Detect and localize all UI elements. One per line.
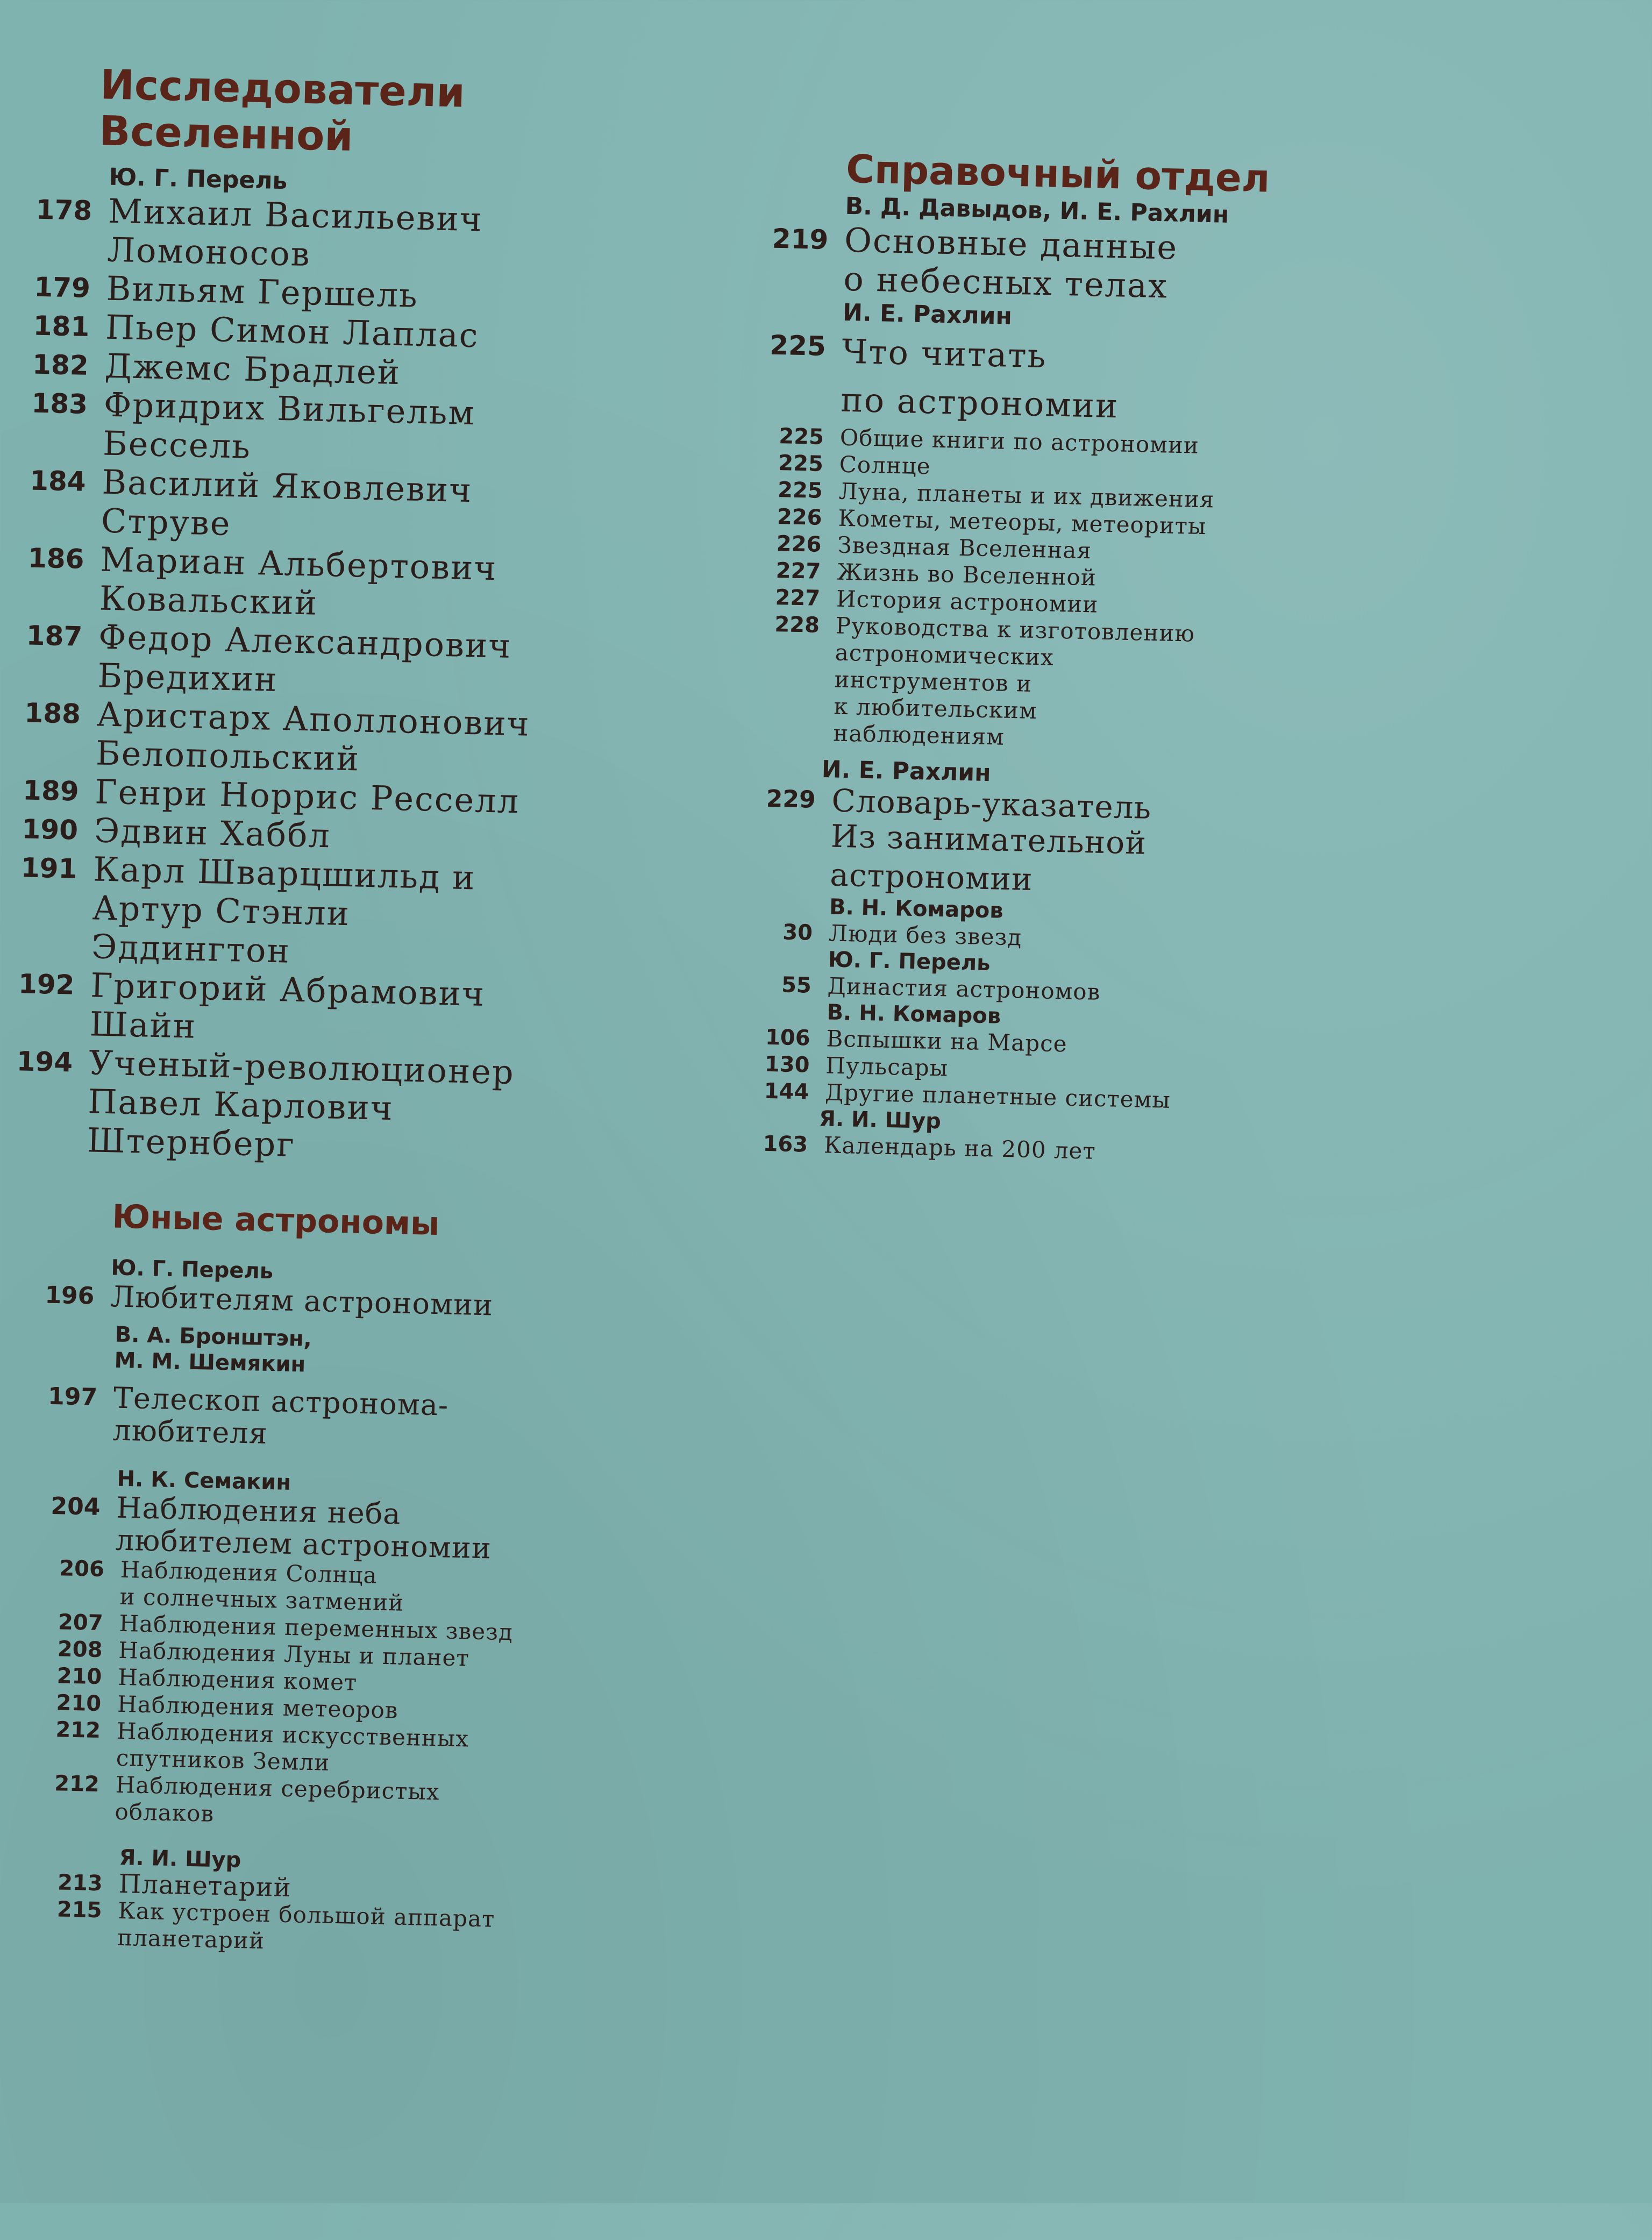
komarov-list	[739, 1023, 1359, 1118]
toc-entry	[1, 1042, 713, 1174]
right-column	[738, 144, 1379, 1171]
author-komarov-2: В. Н. Комаров	[827, 1000, 1001, 1029]
entry-title: Руководства к изготовлению астрономических инструментов и к любительским наблюдениям	[832, 612, 1195, 750]
section-title-researchers: Исследователи Вселенной	[98, 60, 466, 160]
entry-title: Любителям астрономии	[110, 1279, 494, 1322]
entry-title: Планетарий	[118, 1868, 292, 1903]
entry-title: Наблюдения метеоров	[117, 1690, 399, 1724]
author-shur: Я. И. Шур	[119, 1845, 241, 1873]
researchers-list	[1, 190, 732, 1174]
page-number: 144	[764, 1078, 809, 1105]
author-perel: Ю. Г. Перель	[109, 163, 288, 195]
entry-title: Григорий Абрамович Шайн	[89, 965, 486, 1046]
author-rakhlin: И. Е. Рахлин	[842, 298, 1013, 330]
page-number: 210	[56, 1663, 102, 1690]
section-title-young-astronomers: Юные астрономы	[111, 1198, 440, 1243]
page-number: 227	[775, 585, 821, 611]
page-number: 197	[47, 1382, 98, 1411]
author-perel-3: Ю. Г. Перель	[828, 947, 991, 976]
page-number: 189	[22, 774, 80, 807]
page-number: 130	[764, 1051, 810, 1078]
page-number: 188	[24, 697, 81, 730]
page-number: 187	[26, 620, 83, 652]
author-davydov-rakhlin: В. Д. Давыдов, И. Е. Рахлин	[845, 192, 1229, 229]
entry-title: Вильям Гершель	[106, 268, 419, 315]
entry-title: Вспышки на Марсе	[826, 1025, 1068, 1057]
page-number: 226	[776, 531, 822, 557]
page-number: 213	[57, 1870, 103, 1896]
page-number: 212	[54, 1771, 100, 1797]
entry-title: Федор Александрович Бредихин	[97, 617, 512, 700]
page-number: 227	[775, 558, 821, 584]
entry-title: Наблюдения Луны и планет	[118, 1637, 470, 1672]
page-number: 215	[56, 1897, 102, 1923]
toc-entry	[757, 219, 1377, 310]
entry-title: Наблюдения искусственных спутников Земли	[116, 1717, 469, 1776]
entry-title: Наблюдения комет	[117, 1663, 358, 1696]
author-semakin: Н. К. Семакин	[117, 1466, 291, 1495]
entry-title: Что читать по астрономии	[840, 331, 1120, 426]
entry-title: Джемс Брадлей	[104, 346, 401, 393]
left-column	[0, 60, 735, 1964]
reading-list	[747, 422, 1372, 759]
entry-title: Люди без звезд	[828, 920, 1022, 951]
entry-title: Наблюдения неба любителем астрономии	[115, 1490, 492, 1566]
entry-title: Солнце	[839, 451, 931, 480]
entry-title: Василий Яковлевич Струве	[101, 462, 473, 543]
entry-title: Пьер Симон Лаплас	[105, 307, 480, 355]
page-number: 55	[781, 972, 812, 998]
page-number: 181	[33, 310, 90, 343]
page-number: 179	[33, 271, 91, 304]
page-number: 204	[51, 1492, 101, 1521]
entry-title: Михаил Васильевич Ломоносов	[106, 191, 483, 274]
entry-title: Аристарх Аполлонович Белопольский	[95, 694, 531, 779]
entry-title: Наблюдения Солнца и солнечных затмений	[119, 1556, 404, 1616]
author-shur-2: Я. И. Шур	[818, 1106, 942, 1134]
page-number: 178	[35, 194, 92, 226]
page-number: 208	[57, 1637, 103, 1663]
page-number: 192	[18, 968, 75, 1001]
entry-title: Календарь на 200 лет	[823, 1132, 1096, 1164]
author-perel-2: Ю. Г. Перель	[111, 1255, 274, 1284]
page-number: 225	[769, 329, 827, 362]
entry-title: Луна, планеты и их движения	[838, 478, 1215, 513]
entry-title: Другие планетные системы	[824, 1079, 1171, 1113]
page-number: 206	[59, 1556, 105, 1582]
subsection-title-entertaining: Из занимательной астрономии	[829, 817, 1147, 898]
entry-title: Эдвин Хаббл	[94, 810, 331, 856]
entry-title: Как устроен большой аппарат планетарий	[117, 1897, 495, 1954]
entry-title: Мариан Альбертович Ковальский	[98, 539, 498, 623]
toc-entry	[754, 325, 1375, 436]
page-number: 207	[58, 1610, 104, 1636]
entry-title: Телескоп астронома- любителя	[112, 1381, 449, 1450]
page-number: 191	[20, 852, 78, 885]
entry-title: Генри Норрис Ресселл	[94, 772, 520, 821]
entry-title: Словарь-указатель	[831, 782, 1152, 826]
entry-title: Ученый-революционер Павел Карлович Штернберг	[87, 1043, 515, 1164]
entry-title: Кометы, метеоры, метеориты	[837, 504, 1207, 540]
page-number: 182	[32, 349, 89, 381]
page-number: 163	[763, 1131, 808, 1157]
entry-title: История астрономии	[836, 585, 1099, 618]
author-rakhlin-2: И. Е. Рахлин	[821, 756, 992, 787]
page-number: 219	[772, 223, 829, 256]
entry-title: Звездная Вселенная	[837, 531, 1092, 564]
page-number: 106	[765, 1025, 811, 1051]
page-number: 229	[766, 785, 816, 814]
page-number: 186	[27, 542, 85, 575]
page-number: 226	[777, 504, 823, 530]
entry-title: Общие книги по астрономии	[839, 424, 1200, 459]
entry-title: Наблюдения переменных звезд	[119, 1610, 514, 1646]
page-number: 228	[774, 611, 820, 638]
page-number: 30	[782, 920, 813, 945]
entry-title: Династия астрономов	[827, 972, 1101, 1005]
page-number: 190	[22, 813, 79, 846]
entry-title: Основные данные о небесных телах	[843, 220, 1178, 306]
page-number: 212	[55, 1717, 101, 1744]
toc-entry	[5, 848, 717, 980]
author-bronshten-shemyakin: В. А. Бронштэн, М. М. Шемякин	[114, 1322, 312, 1377]
page-number: 184	[29, 465, 87, 497]
page-number: 196	[44, 1281, 95, 1310]
toc-entry	[747, 610, 1368, 759]
entry-title: Жизнь во Вселенной	[836, 558, 1097, 591]
entry-title: Пульсары	[825, 1052, 949, 1082]
page-number: 183	[31, 387, 88, 420]
entry-title: Фридрих Вильгельм Бессель	[102, 385, 476, 466]
entry-title: Наблюдения серебристых облаков	[115, 1771, 440, 1827]
page-number: 225	[778, 424, 824, 450]
page-number: 194	[16, 1046, 73, 1078]
section-title-reference: Справочный отдел	[845, 146, 1271, 201]
entry-title: Карл Шварцшильд и Артур Стэнли Эддингтон	[91, 849, 476, 971]
author-komarov: В. Н. Комаров	[829, 894, 1004, 923]
page-number: 225	[777, 478, 823, 503]
observations-list	[0, 1553, 701, 1838]
page-number: 210	[56, 1690, 102, 1717]
page-number: 225	[778, 451, 824, 477]
